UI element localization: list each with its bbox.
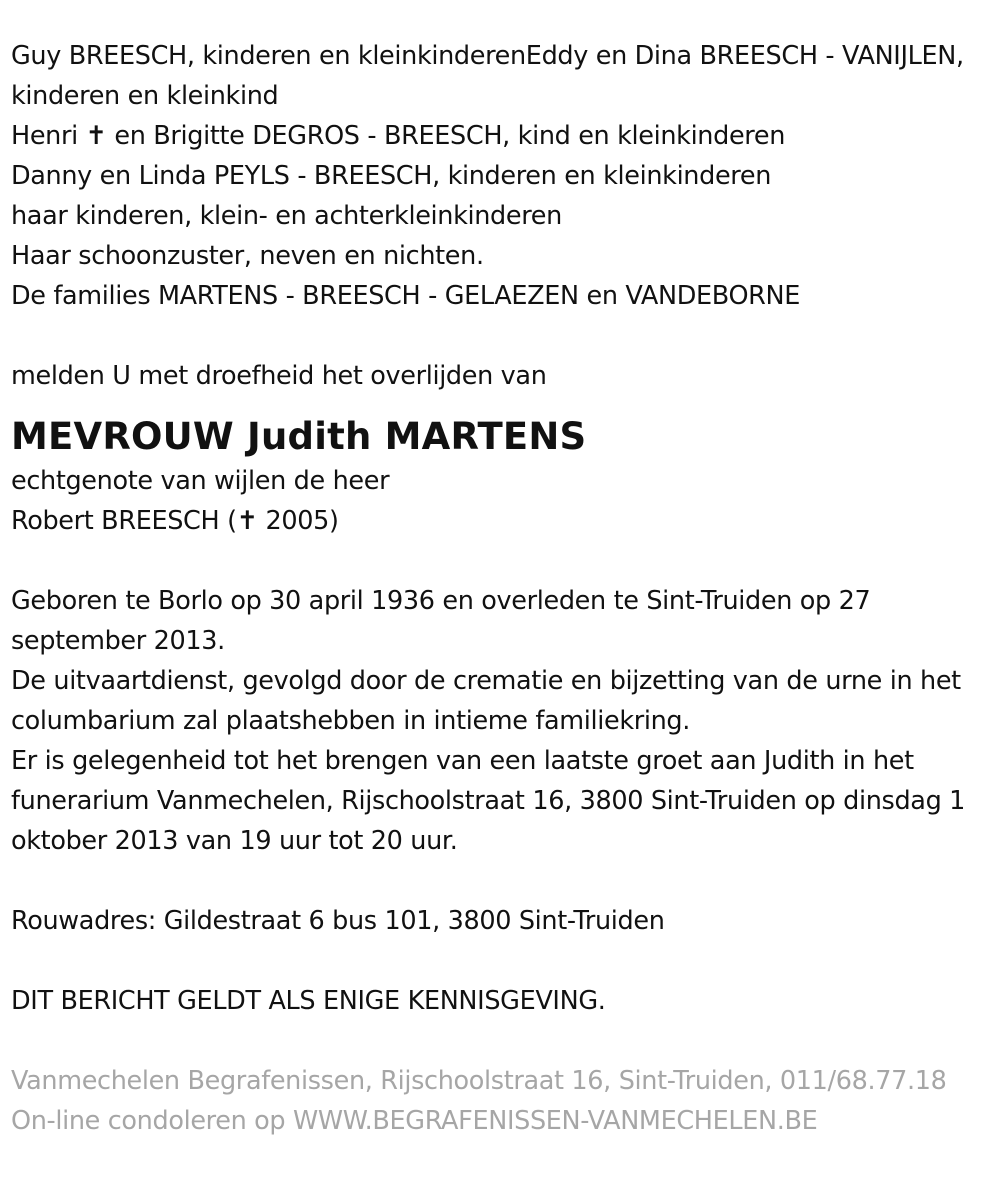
online-condolence-link[interactable]: On-line condoleren op WWW.BEGRAFENISSEN-VANMECHELEN.BE — [11, 1106, 818, 1136]
birth-death-paragraph: Geboren te Borlo op 30 april 1936 en overleden te Sint-Truiden op 27 september 2013. — [11, 586, 879, 656]
family-line: Guy BREESCH, kinderen en kleinkinderenEddy en Dina BREESCH - VANIJLEN, kinderen en kleinkind — [11, 41, 972, 111]
footer — [11, 1061, 991, 1141]
death-notice — [11, 36, 991, 1141]
spacer — [11, 541, 991, 581]
family-line: Haar schoonzuster, neven en nichten. — [11, 241, 484, 271]
funeral-home-info: Vanmechelen Begrafenissen, Rijschoolstraat 16, Sint-Truiden, 011/68.77.18 — [11, 1066, 947, 1096]
notice-text: DIT BERICHT GELDT ALS ENIGE KENNISGEVING. — [11, 986, 606, 1016]
family-line: De families MARTENS - BREESCH - GELAEZEN en VANDEBORNE — [11, 281, 801, 311]
family-line: Henri ✝ en Brigitte DEGROS - BREESCH, kind en kleinkinderen — [11, 121, 786, 151]
mourning-address: Rouwadres: Gildestraat 6 bus 101, 3800 Sint-Truiden — [11, 906, 665, 936]
spouse-line: Robert BREESCH (✝ 2005) — [11, 506, 339, 536]
family-line: haar kinderen, klein- en achterkleinkinderen — [11, 201, 562, 231]
spacer — [11, 316, 991, 356]
spouse-line: echtgenote van wijlen de heer — [11, 466, 390, 496]
families-block — [11, 36, 991, 316]
family-line: Danny en Linda PEYLS - BREESCH, kinderen en kleinkinderen — [11, 161, 772, 191]
spouse-block — [11, 461, 991, 541]
funeral-service-paragraph: De uitvaartdienst, gevolgd door de crematie en bijzetting van de urne in het columbarium zal plaatshebben in intieme familiekring. — [11, 666, 969, 736]
spacer — [11, 861, 991, 901]
announcement-text: melden U met droefheid het overlijden van — [11, 361, 547, 391]
details-block — [11, 581, 991, 861]
spacer — [11, 941, 991, 981]
spacer — [11, 1021, 991, 1061]
farewell-paragraph: Er is gelegenheid tot het brengen van een laatste groet aan Judith in het funerarium Vanmechelen, Rijschoolstraat 16, 3800 Sint-Truiden op dinsdag 1 oktober 2013 van 19 uur tot 20 uur. — [11, 746, 973, 856]
deceased-name: MEVROUW Judith MARTENS — [11, 415, 587, 458]
